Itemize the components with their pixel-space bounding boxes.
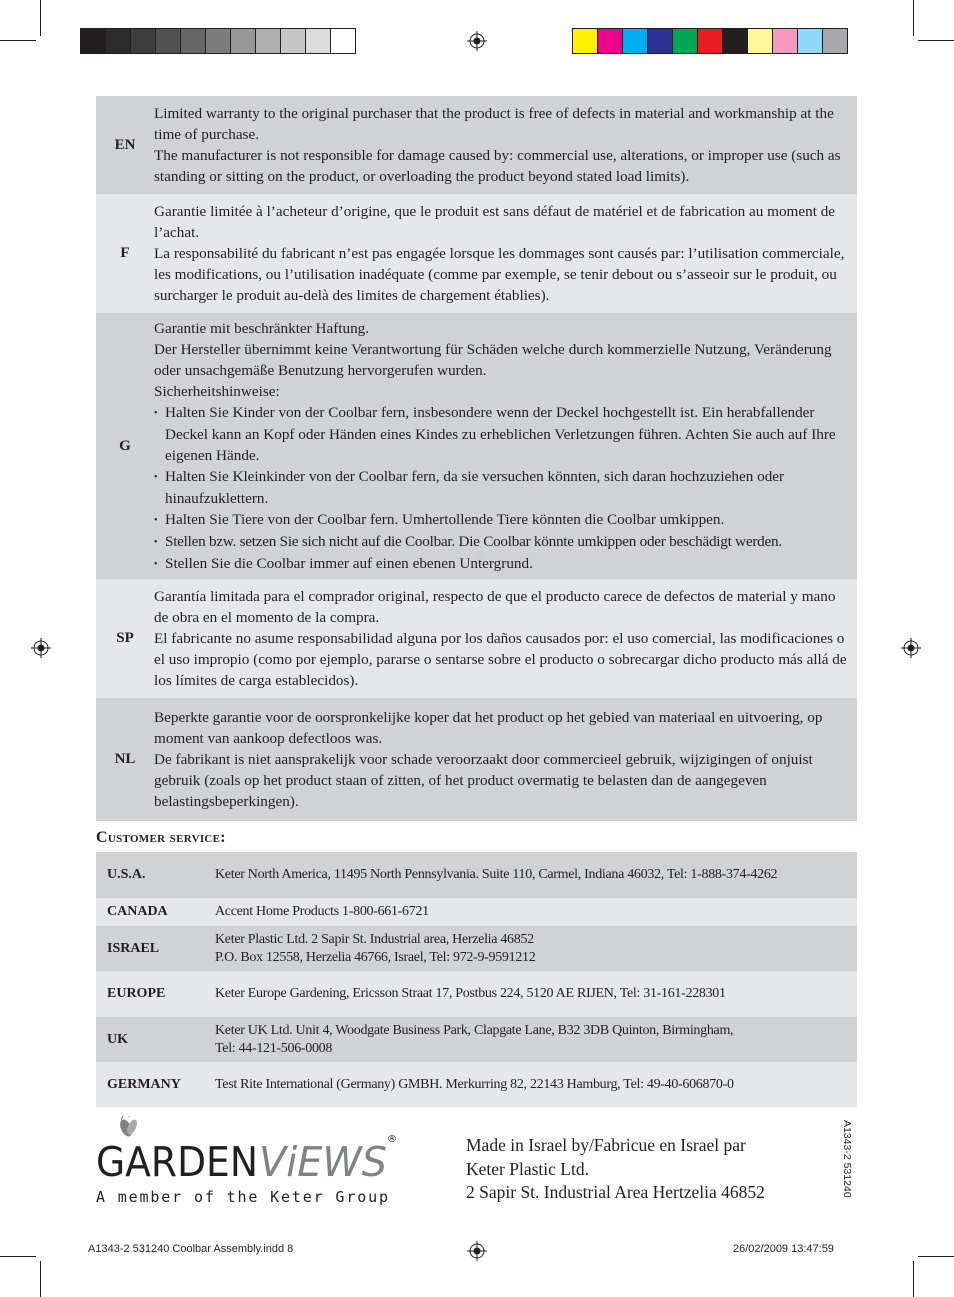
country-label: U.S.A. (107, 867, 146, 882)
manufacturer-line: Keter Plastic Ltd. (466, 1158, 589, 1179)
product-code-text: A1343-2 531240 (841, 1120, 853, 1198)
warranty-text (154, 95, 857, 195)
registered-mark: ® (387, 1134, 396, 1145)
color-swatch (672, 28, 698, 54)
contact-line: Keter North America, 11495 North Pennsylvania. Suite 110, Carmel, Indiana 46032, Tel: 1-888-374-4262 (215, 867, 778, 882)
crop-mark (913, 0, 914, 36)
warranty-paragraph: De fabrikant is niet aansprakelijk voor schade veroorzaakt door commercieel gebruik, wijzigingen of onjuist gebruik (zoals op het product staan of zitten, of het product overmatig te belasten dan de aangegeven belastingsbeperkingen). (154, 751, 813, 810)
crop-mark (918, 1256, 954, 1257)
warranty-paragraph: Beperkte garantie voor de oorspronkelijke koper dat het product op het gebied van materiaal en uitvoering, op moment van aankoop defectloos was. (154, 709, 823, 747)
color-swatch (597, 28, 623, 54)
color-swatch (330, 28, 356, 54)
contact-line: Tel: 44-121-506-0008 (215, 1040, 333, 1056)
leaf-icon (118, 1116, 139, 1138)
product-code (820, 1118, 860, 1208)
service-row (96, 926, 857, 971)
contact-line: P.O. Box 12558, Herzelia 46766, Israel, Tel: 972-9-9591212 (215, 949, 536, 965)
warranty-row-f (96, 194, 857, 313)
manufacturer-line: Made in Israel by/Fabricue en Israel par (466, 1135, 746, 1155)
warranty-paragraph: Garantía limitada para el comprador original, respecto de que el producto carece de defectos de material y mano de obra en el momento de la compra. (154, 588, 836, 626)
gardenviews-logo (96, 1116, 396, 1208)
registration-mark-icon (467, 1241, 487, 1261)
warranty-table (96, 96, 857, 821)
warranty-text (154, 310, 857, 583)
color-swatch (180, 28, 206, 54)
language-code: EN (114, 136, 136, 153)
process-color-bar (572, 28, 847, 54)
contact-line: Accent Home Products 1-800-661-6721 (215, 904, 429, 919)
color-swatch (697, 28, 723, 54)
safety-bullet: • Halten Sie Tiere von der Coolbar fern. Umhertollende Tiere könnten die Coolbar umkippen. (154, 509, 847, 531)
safety-bullet: • Halten Sie Kinder von der Coolbar fern, insbesondere wenn der Deckel hochgestellt ist. Ein herabfallender Deckel kann an Kopf oder Händen eines Kindes zu erheblichen Verletzungen führen. Achten Sie auch auf Ihre eigenen Hände. (154, 402, 847, 466)
warranty-text (154, 193, 857, 314)
crop-mark (0, 1256, 36, 1257)
registration-mark-icon (31, 638, 51, 658)
safety-bullet: • Halten Sie Kleinkinder von der Coolbar fern, da sie versuchen könnten, sich daran hochzuziehen oder hinaufzuklettern. (154, 466, 847, 509)
country-label: ISRAEL (107, 940, 160, 956)
color-swatch (572, 28, 598, 54)
language-code: SP (116, 630, 134, 646)
color-swatch (280, 28, 306, 54)
crop-mark (40, 1261, 41, 1297)
warranty-text (154, 699, 857, 820)
color-swatch (822, 28, 848, 54)
contact-line: Test Rite International (Germany) GMBH. Merkurring 82, 22143 Hamburg, Tel: 49-40-606870-0 (215, 1076, 734, 1092)
language-code: NL (114, 751, 136, 767)
language-code: F (120, 245, 130, 261)
slug-filename: A1343-2 531240 Coolbar Assembly.indd 8 (88, 1243, 294, 1255)
svg-text:ViEWS: ViEWS (259, 1138, 387, 1186)
manufacturer-line: 2 Sapir St. Industrial Area Hertzelia 46852 (466, 1182, 765, 1202)
registration-mark-icon (901, 638, 921, 658)
crop-mark (40, 0, 41, 36)
warranty-paragraph: Garantie limitée à l’acheteur d’origine, que le produit est sans défaut de matériel et de fabrication au moment de l’achat. (154, 203, 836, 241)
contact-line: Keter UK Ltd. Unit 4, Woodgate Business Park, Clapgate Lane, B32 3DB Quinton, Birmingham, (215, 1022, 734, 1038)
warranty-row-sp (96, 579, 857, 698)
warranty-paragraph: Garantie mit beschränkter Haftung. (154, 319, 370, 337)
country-label: EUROPE (107, 986, 166, 1001)
color-swatch (205, 28, 231, 54)
warranty-text (154, 578, 857, 699)
manufacturer-info (466, 1134, 765, 1205)
slug-datetime: 26/02/2009 13:47:59 (733, 1243, 834, 1255)
contact-details (215, 1022, 857, 1058)
warranty-row-en (96, 96, 857, 194)
contact-details (215, 903, 857, 921)
warranty-paragraph: Sicherheitshinweise: (154, 382, 280, 400)
service-row (96, 898, 857, 926)
safety-bullet: • Stellen Sie die Coolbar immer auf einen ebenen Untergrund. (154, 553, 847, 575)
contact-details (215, 931, 857, 967)
warranty-paragraph: Der Hersteller übernimmt keine Verantwortung für Schäden welche durch kommerzielle Nutzung, Veränderung oder unsachgemäße Benutzung hervorgerufen wurden. (154, 340, 832, 379)
service-row (96, 852, 857, 898)
color-swatch (155, 28, 181, 54)
warranty-paragraph: Limited warranty to the original purchaser that the product is free of defects in material and workmanship at the time of purchase. (154, 105, 834, 143)
safety-bullet: • Stellen bzw. setzen Sie sich nicht auf die Coolbar. Die Coolbar könnte umkippen oder beschädigt werden. (154, 531, 847, 553)
color-swatch (772, 28, 798, 54)
customer-service-heading: Customer service: (96, 829, 226, 846)
warranty-paragraph: La responsabilité du fabricant n’est pas engagée lorsque les dommages sont causés par: l’utilisation commerciale, les modifications, ou l’utilisation inadéquate (comme par exemple, se tenir debout ou s’asseoir sur le produit, ou surcharger le produit au-delà des limites de chargement établies). (154, 245, 845, 304)
warranty-paragraph: The manufacturer is not responsible for damage caused by: commercial use, alterations, or improper use (such as standing or sitting on the product, or overloading the product beyond stated load limits). (154, 147, 841, 185)
logo-tagline: A member of the Keter Group (96, 1188, 388, 1206)
language-code: G (119, 437, 131, 454)
color-swatch (722, 28, 748, 54)
service-row (96, 971, 857, 1017)
svg-text:GARDEN: GARDEN (96, 1138, 258, 1186)
country-label: CANADA (107, 904, 168, 919)
grayscale-color-bar (80, 28, 355, 54)
color-swatch (747, 28, 773, 54)
color-swatch (80, 28, 106, 54)
color-swatch (230, 28, 256, 54)
color-swatch (305, 28, 331, 54)
warranty-paragraph: El fabricante no asume responsabilidad alguna por los daños causados por: el uso comercial, las modificaciones o el uso impropio (como por ejemplo, pararse o sentarse sobre el producto o sobrecargar dicho producto más allá de los límites de carga establecidos). (154, 630, 847, 689)
color-swatch (105, 28, 131, 54)
contact-details (215, 866, 857, 884)
color-swatch (622, 28, 648, 54)
registration-mark-icon (467, 31, 487, 51)
contact-details (215, 985, 857, 1003)
color-swatch (797, 28, 823, 54)
crop-mark (913, 1261, 914, 1297)
country-label: GERMANY (107, 1076, 181, 1092)
color-swatch (647, 28, 673, 54)
service-row (96, 1062, 857, 1107)
service-row (96, 1017, 857, 1062)
contact-line: Keter Europe Gardening, Ericsson Straat 17, Postbus 224, 5120 AE RIJEN, Tel: 31-161-228301 (215, 986, 726, 1001)
contact-line: Keter Plastic Ltd. 2 Sapir St. Industrial area, Herzelia 46852 (215, 931, 534, 947)
customer-service-table (96, 852, 857, 1107)
contact-details (215, 1076, 857, 1094)
crop-mark (918, 40, 954, 41)
crop-mark (0, 40, 36, 41)
warranty-row-nl (96, 698, 857, 821)
color-swatch (130, 28, 156, 54)
color-swatch (255, 28, 281, 54)
warranty-row-g (96, 313, 857, 579)
country-label: UK (107, 1031, 128, 1047)
